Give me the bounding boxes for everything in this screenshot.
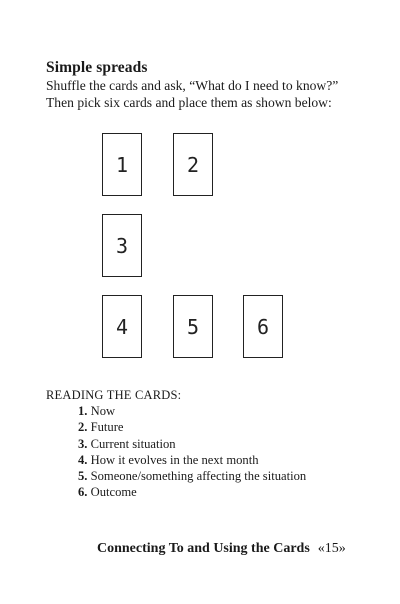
card-position-6: 6	[243, 295, 283, 358]
reading-title: READING THE CARDS:	[46, 388, 182, 402]
card-position-2: 2	[173, 133, 213, 196]
card-position-1: 1	[102, 133, 142, 196]
footer-title: Connecting To and Using the Cards	[97, 541, 310, 556]
intro-line-1: Shuffle the cards and ask, “What do I need to know?”	[46, 78, 339, 93]
page-footer	[97, 541, 346, 557]
list-item: 1. Now	[78, 404, 116, 418]
list-item: 5. Someone/something affecting the situation	[78, 469, 307, 484]
list-item: 6. Outcome	[78, 485, 137, 500]
card-position-4: 4	[102, 295, 142, 358]
list-item: 3. Current situation	[78, 436, 176, 451]
card-position-5: 5	[173, 295, 213, 358]
list-item: 2. Future	[78, 420, 124, 435]
intro-line-2: Then pick six cards and place them as shown below:	[46, 94, 332, 110]
reading-list	[78, 403, 306, 501]
page-number: «15»	[317, 541, 346, 556]
list-item: 4. How it evolves in the next month	[78, 452, 259, 467]
intro-paragraph	[46, 78, 376, 111]
card-position-3: 3	[102, 214, 142, 277]
section-heading: Simple spreads	[46, 59, 148, 76]
